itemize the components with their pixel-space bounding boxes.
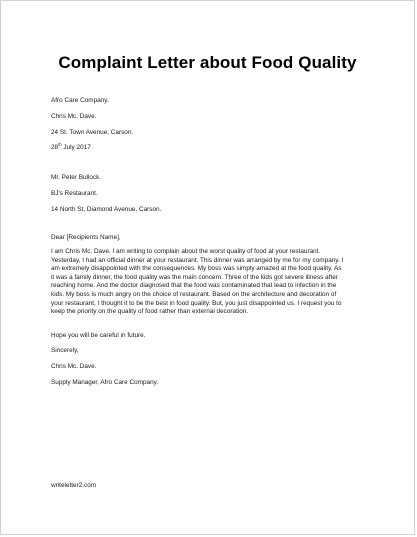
sender-company: Afro Care Company. bbox=[51, 97, 109, 104]
closing-line: Hope you will be careful in future. bbox=[51, 332, 146, 339]
signer-title: Supply Manager, Afro Care Company. bbox=[51, 379, 159, 386]
letter-date bbox=[51, 141, 91, 151]
body-line: reaching home. And the doctor diagnosed that the food was contaminated that lead to infection in the bbox=[51, 282, 337, 290]
body-line: keep the priority on the quality of food rather than external decoration. bbox=[51, 308, 249, 316]
signer-name: Chris Mc. Dave. bbox=[51, 363, 97, 370]
body-line: am extremely disappointed with the consequences. My boss was simply amazed at the food quality. As bbox=[51, 265, 342, 273]
date-suffix: th bbox=[58, 141, 62, 147]
page-title: Complaint Letter about Food Quality bbox=[58, 53, 357, 72]
body-line: kids. My boss is much angry on the choice of restaurant. Based on the architecture and decoration of bbox=[51, 290, 337, 298]
body-line: I am Chris Mc. Dave. I am writing to complain about the worst quality of food at your restaurant. bbox=[51, 248, 321, 255]
sender-address: 24 St. Town Avenue, Carson. bbox=[51, 129, 134, 136]
body-line: your restaurant, I thought it to be the best in food quality. But, you just disappointed us. I request you to bbox=[51, 299, 342, 307]
signoff: Sincerely, bbox=[51, 347, 79, 354]
body-line: it was a family dinner, the food quality was the main concern. Three of the kids got severe illness after bbox=[51, 273, 338, 281]
body-line: Yesterday, I had an official dinner at your restaurant. This dinner was arranged by me for my company. I bbox=[51, 256, 344, 264]
letter-body bbox=[51, 248, 373, 317]
footer-website: writeletter2.com bbox=[51, 482, 97, 489]
date-day: 28 bbox=[51, 144, 59, 151]
salutation: Dear [Recipients Name], bbox=[51, 234, 121, 241]
recipient-business: BJ's Restaurant. bbox=[51, 190, 98, 197]
recipient-address: 14 North St, Diamond Avenue, Carson. bbox=[51, 206, 162, 213]
sender-name: Chris Mc. Dave. bbox=[51, 113, 97, 120]
date-rest: July 2017 bbox=[61, 144, 91, 151]
recipient-name: Mr. Peter Bullock. bbox=[51, 174, 102, 181]
